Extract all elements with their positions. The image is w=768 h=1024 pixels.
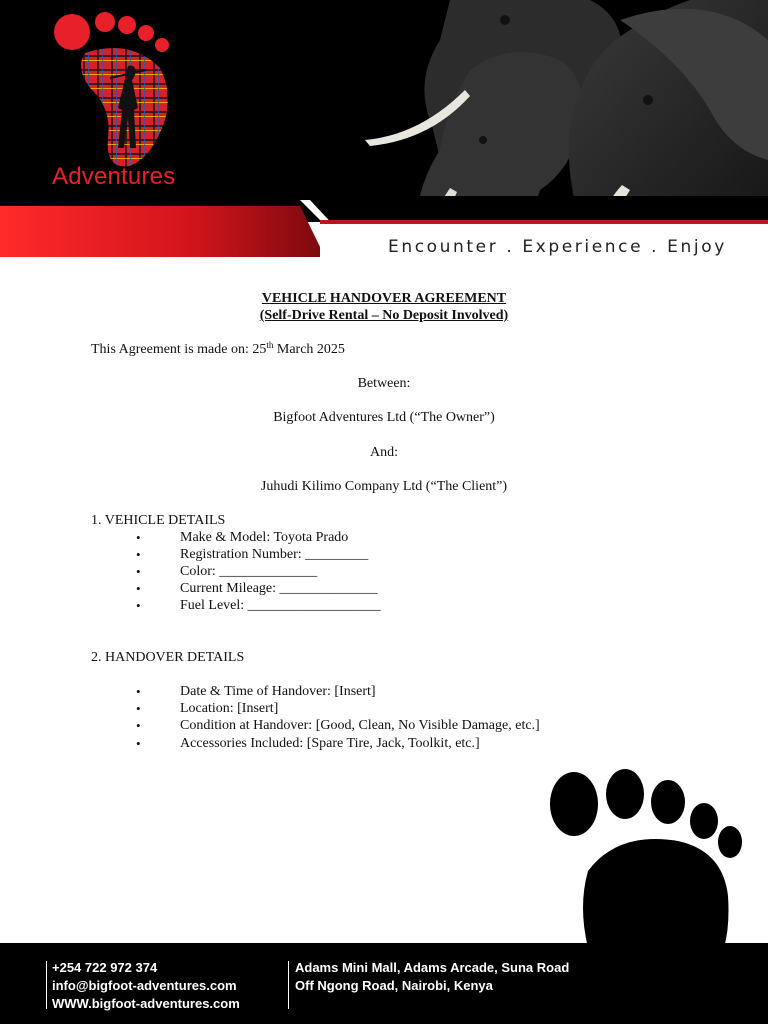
- footer-contact: [52, 959, 240, 1013]
- list-item-text: Current Mileage: ______________: [180, 581, 378, 596]
- bullet: •: [136, 547, 141, 562]
- list-item: [0, 597, 768, 614]
- list-item-text: Make & Model: Toyota Prado: [180, 530, 349, 545]
- agreement-date-suffix: March 2025: [273, 342, 345, 357]
- bullet: •: [136, 718, 141, 733]
- bullet: •: [136, 530, 141, 545]
- owner-party: Bigfoot Adventures Ltd (“The Owner”): [273, 410, 495, 425]
- list-item: [0, 563, 768, 580]
- agreement-date: [91, 341, 345, 358]
- footer-address-line2: Off Ngong Road, Nairobi, Kenya: [295, 978, 493, 993]
- footer-address: [295, 959, 569, 995]
- footer-divider: [288, 961, 289, 1009]
- document-title: VEHICLE HANDOVER AGREEMENT: [261, 291, 507, 306]
- list-item-text: Color: ______________: [180, 564, 318, 579]
- list-item-text: Location: [Insert]: [180, 701, 279, 716]
- footer-address-line1: Adams Mini Mall, Adams Arcade, Suna Road: [295, 960, 570, 975]
- client-party: Juhudi Kilimo Company Ltd (“The Client”): [260, 479, 508, 494]
- agreement-date-prefix: This Agreement is made on: 25: [91, 342, 267, 357]
- list-item: [0, 735, 768, 752]
- footer-website: WWW.bigfoot-adventures.com: [52, 996, 240, 1011]
- bullet: •: [136, 598, 141, 613]
- agreement-date-ordinal: th: [266, 340, 274, 350]
- logo-wordmark: Adventures: [52, 163, 176, 190]
- list-item: [0, 529, 768, 546]
- elephants-photo: [330, 0, 768, 222]
- footprint-graphic: [548, 766, 748, 948]
- bullet: •: [136, 581, 141, 596]
- list-item: [0, 717, 768, 734]
- section-heading-vehicle-details: 1. VEHICLE DETAILS: [91, 513, 226, 528]
- list-item: [0, 580, 768, 597]
- list-item-text: Registration Number: _________: [180, 547, 369, 562]
- bullet: •: [136, 684, 141, 699]
- list-item-text: Accessories Included: [Spare Tire, Jack, Toolkit, etc.]: [180, 736, 480, 751]
- document-subtitle: (Self-Drive Rental – No Deposit Involved): [259, 308, 509, 323]
- list-item: [0, 546, 768, 563]
- tagline: Encounter . Experience . Enjoy: [388, 237, 727, 257]
- footer-phone: +254 722 972 374: [52, 960, 158, 975]
- letterhead-footer: [0, 943, 768, 1024]
- and-label: And:: [370, 445, 398, 460]
- list-item-text: Date & Time of Handover: [Insert]: [180, 684, 376, 699]
- bullet: •: [136, 736, 141, 751]
- bullet: •: [136, 564, 141, 579]
- footer-divider: [46, 961, 47, 1009]
- list-item-text: Fuel Level: ___________________: [180, 598, 381, 613]
- between-label: Between:: [357, 376, 411, 391]
- letterhead-header: [0, 0, 768, 262]
- list-item: [0, 683, 768, 700]
- bullet: •: [136, 701, 141, 716]
- footer-email: info@bigfoot-adventures.com: [52, 978, 237, 993]
- list-item-text: Condition at Handover: [Good, Clean, No Visible Damage, etc.]: [180, 718, 540, 733]
- section-heading-handover-details: 2. HANDOVER DETAILS: [91, 650, 245, 665]
- list-item: [0, 700, 768, 717]
